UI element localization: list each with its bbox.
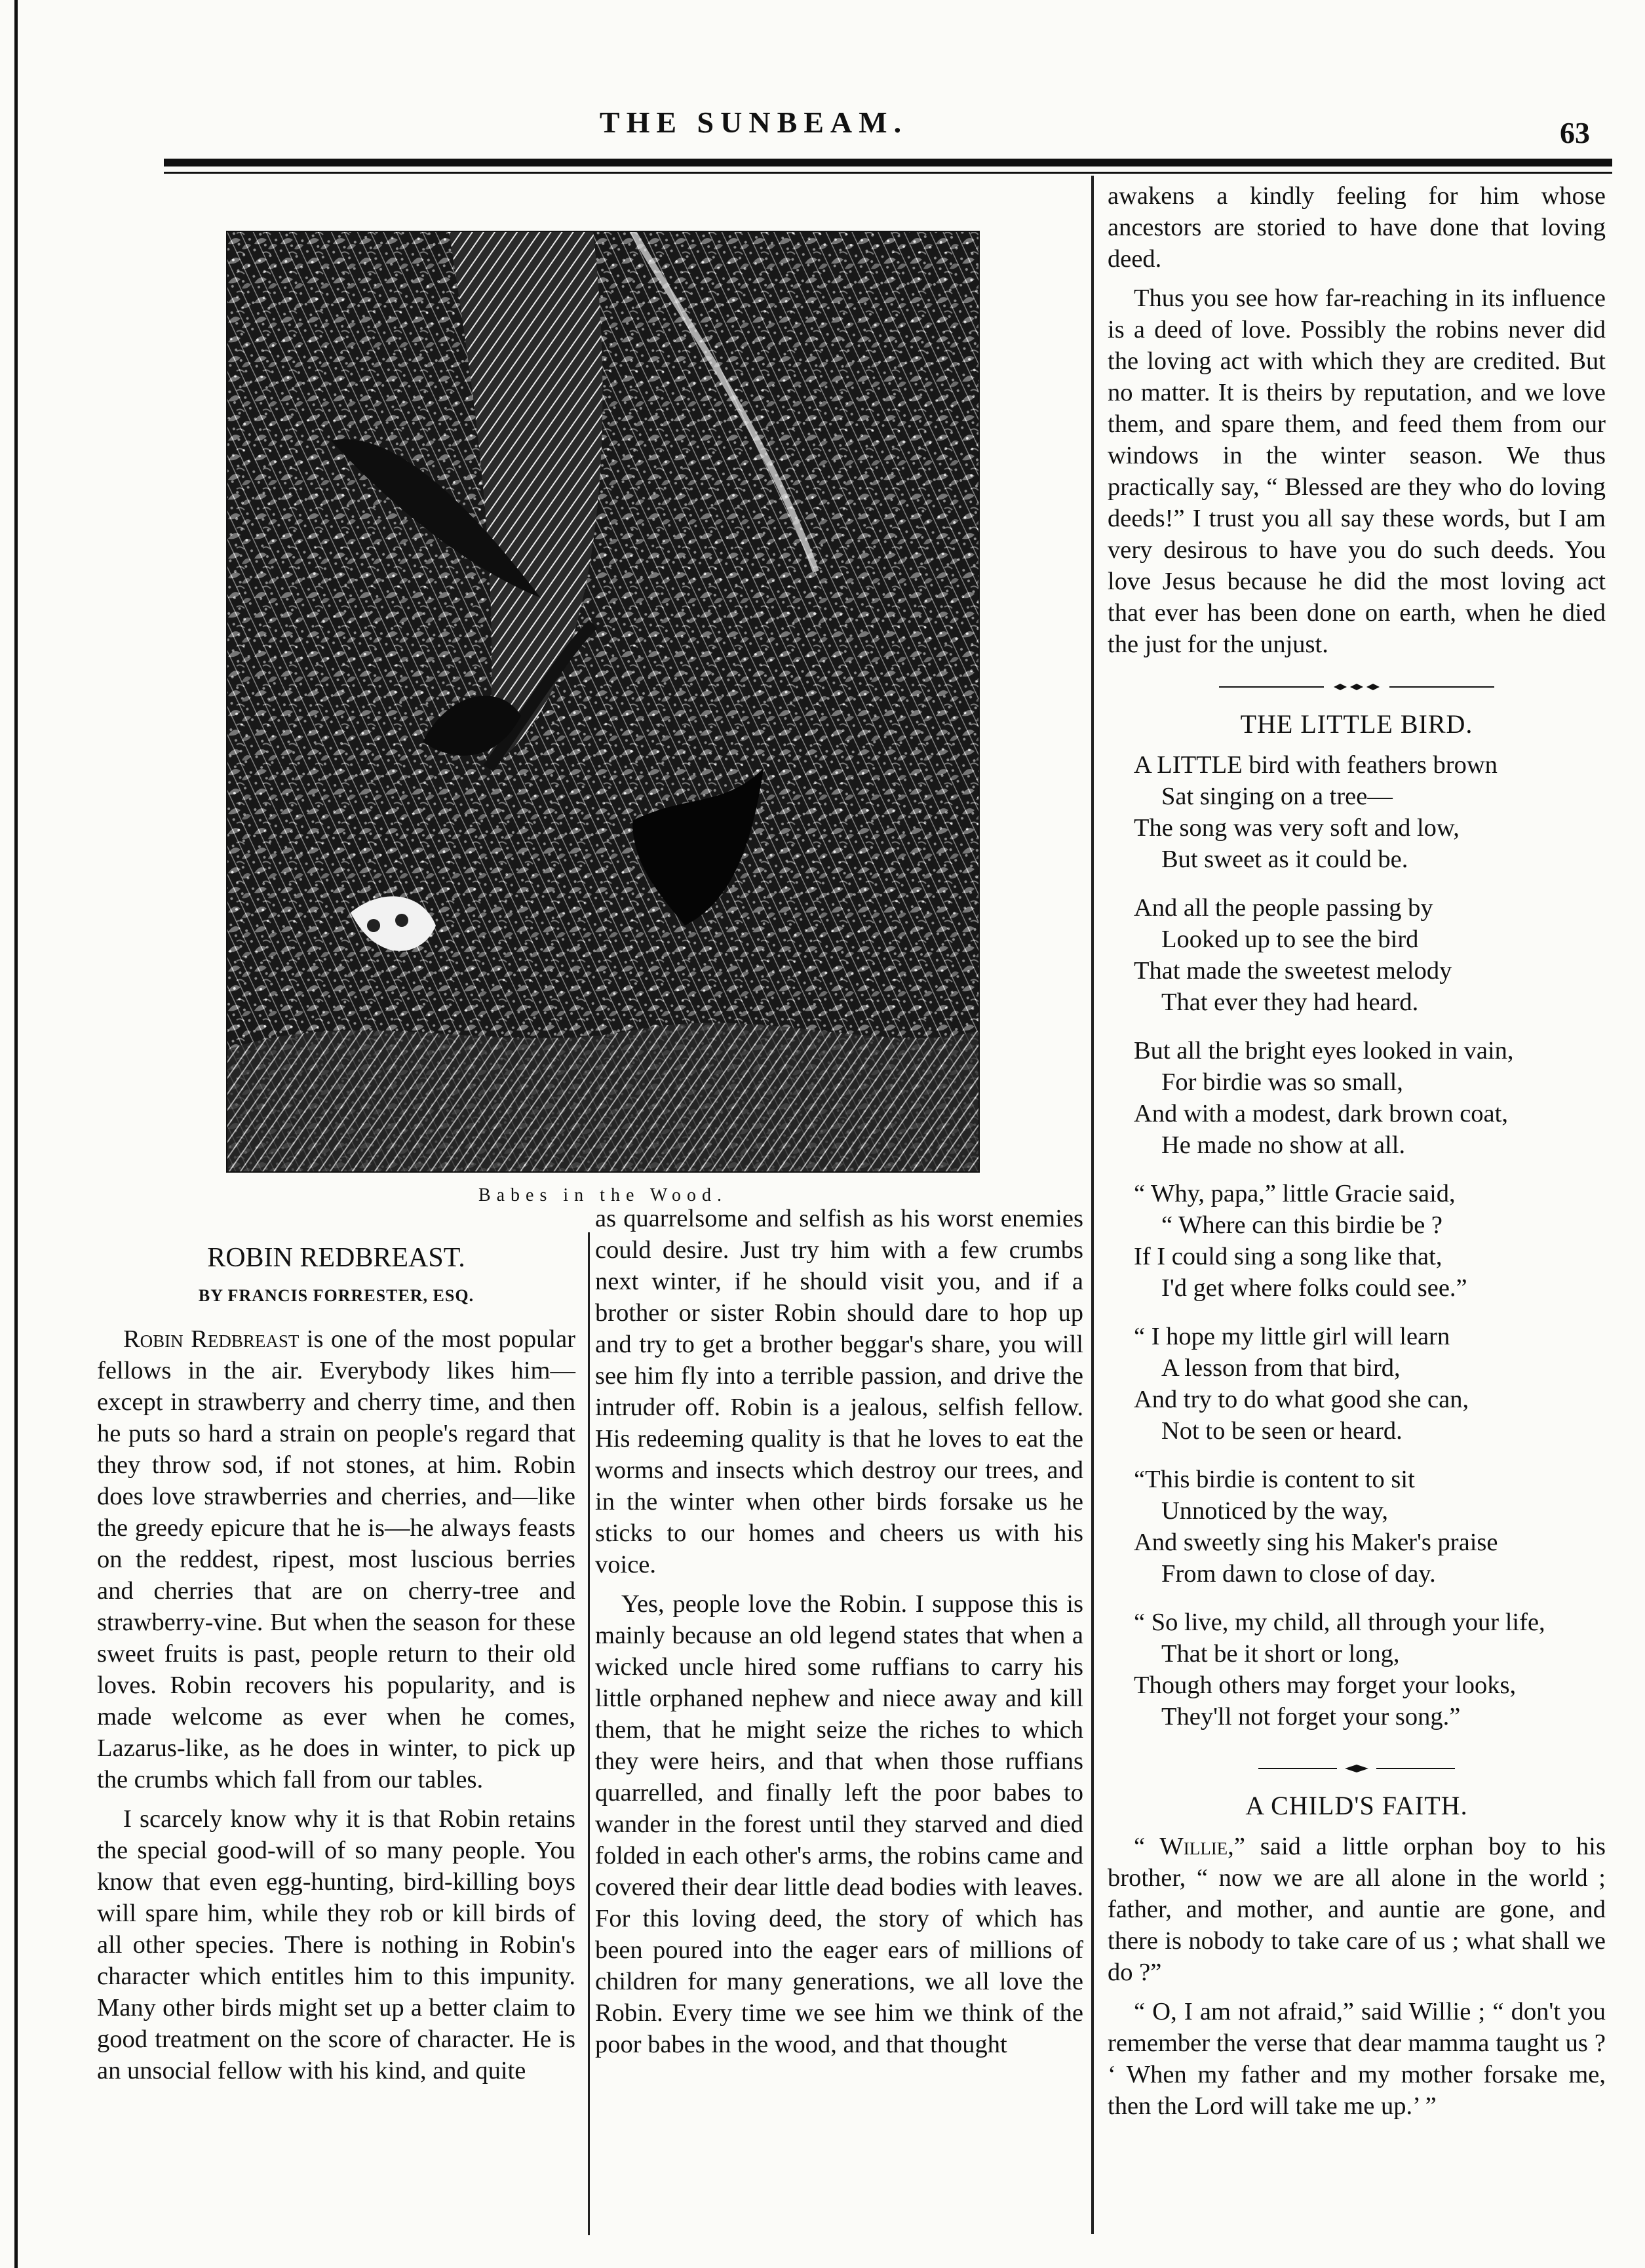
- section-ornament: [1108, 668, 1606, 699]
- poem-line: “ Where can this birdie be ?: [1161, 1211, 1443, 1239]
- poem-line: That ever they had heard.: [1161, 988, 1419, 1016]
- poem-stanza: [1134, 892, 1606, 1018]
- childs-faith-lead: “ Willie,: [1134, 1833, 1234, 1860]
- running-head: THE SUNBEAM.: [599, 106, 908, 139]
- robin-article-paragraph-1: [97, 1323, 575, 1795]
- illustration-caption: Babes in the Wood.: [478, 1185, 728, 1205]
- robin-article-paragraph-3: Yes, people love the Robin. I suppose this is mainly because an old legend states that when a wicked uncle hired some ruffians to carry his little orphaned nephew and niece away and kill them, that he might seize the riches to which they were heirs, and that when those ruffians quarrelled, and finally left the poor babes to wander in the forest until they starved and died folded in each other's arms, the robins came and covered their dear little dead bodies with leaves. For this loving deed, the story of which has been poured into the eager ears of millions of children for many generations, we all love the Robin. Every time we see him we think of the poor babes in the wood, and that thought: [595, 1590, 1083, 2058]
- poem-line: And all the people passing by: [1134, 894, 1433, 922]
- poem-line: And sweetly sing his Maker's praise: [1134, 1529, 1498, 1556]
- childs-faith-paragraph-2: “ O, I am not afraid,” said Willie ; “ don't you remember the verse that dear mamma taught us ? ‘ When my father and my mother forsake me, then the Lord will take me up.’ ”: [1108, 1998, 1606, 2120]
- poem-line: And try to do what good she can,: [1134, 1386, 1469, 1413]
- poem-line: “ So live, my child, all through your life,: [1134, 1609, 1545, 1636]
- childs-faith-paragraph-1: [1108, 1831, 1606, 1988]
- engraving-picture: [226, 231, 980, 1173]
- poem-line: Though others may forget your looks,: [1134, 1672, 1517, 1699]
- ornament-rule-icon: [1219, 682, 1494, 692]
- poem-stanza: [1134, 1607, 1606, 1732]
- poem-line: That be it short or long,: [1161, 1640, 1400, 1668]
- poem-line: He made no show at all.: [1161, 1131, 1406, 1159]
- poem-line: But all the bright eyes looked in vain,: [1134, 1037, 1514, 1065]
- right-column: [1108, 180, 1606, 2130]
- header-rule-thin: [164, 172, 1612, 174]
- paragraph-text: is one of the most popular fellows in the air. Everybody likes him—except in strawberry and cherry time, and then he puts so hard a strain on people's regard that they throw sod, if not stones, at him. Robin does love strawberries and cherries, and—like the greedy epicure that he is—he always feasts on the reddest, ripest, most luscious berries and cherries that are on cherry-tree and strawberry-vine. But when the season for these sweet fruits is past, people return to their old loves. Robin recovers his popularity, and is made welcome as ever when he comes, Lazarus-like, as he does in winter, to pick up the crumbs which fall from our tables.: [97, 1325, 575, 1793]
- poem-line: “ Why, papa,” little Gracie said,: [1134, 1180, 1456, 1207]
- header-rule-thick: [164, 159, 1612, 166]
- poem-line: That made the sweetest melody: [1134, 957, 1452, 985]
- poem-line: From dawn to close of day.: [1161, 1560, 1436, 1588]
- poem-line: The song was very soft and low,: [1134, 814, 1460, 842]
- column-divider-right: [1091, 176, 1094, 2234]
- poem-stanza: [1134, 749, 1606, 875]
- poem-title: THE LITTLE BIRD.: [1240, 709, 1473, 739]
- poem-line: I'd get where folks could see.”: [1161, 1274, 1467, 1302]
- paragraph-text: ” said a little orphan boy to his brother, “ now we are all alone in the world ; father, and mother, and auntie are gone, and there is nobody to take care of us ; what shall we do ?”: [1108, 1833, 1606, 1986]
- page-number: 63: [1560, 116, 1590, 149]
- robin-article-title: ROBIN REDBREAST.: [207, 1243, 465, 1273]
- robin-article-paragraph-2: I scarcely know why it is that Robin retains the special good-will of so many people. You know that even egg-hunting, bird-killing boys will spare him, while they rob or kill birds of all other species. There is nothing in Robin's character which entitles him to this impunity. Many other birds might set up a better claim to good treatment on the score of character. He is an unsocial fellow with his kind, and quite: [97, 1805, 575, 2084]
- poem-line: “This birdie is content to sit: [1134, 1466, 1415, 1493]
- column-divider-lower: [588, 1232, 590, 2235]
- poem-stanza: [1134, 1321, 1606, 1447]
- poem-line: But sweet as it could be.: [1161, 846, 1408, 873]
- ornament-rule-icon: [1258, 1764, 1455, 1773]
- babes-in-wood-engraving: [226, 231, 980, 1173]
- robin-article-column-1: [97, 1242, 575, 2094]
- robin-article-paragraph-4: Thus you see how far-reaching in its influence is a deed of love. Possibly the robins never did the loving act with which they are credited. But no matter. It is theirs by reputation, and we love them, and spare them, and feed them from our windows in the winter season. We thus practically say, “ Blessed are they who do loving deeds!” I trust you all say these words, but I am very desirous to have you do such deeds. You love Jesus because he did the most loving act that ever has been done on earth, when he died the just for the unjust.: [1108, 284, 1606, 658]
- poem-line: Looked up to see the bird: [1161, 926, 1419, 953]
- poem-line: Sat singing on a tree—: [1161, 783, 1393, 810]
- poem-line: A LITTLE bird with feathers brown: [1134, 751, 1498, 779]
- poem-line: Not to be seen or heard.: [1161, 1417, 1403, 1445]
- poem-line: And with a modest, dark brown coat,: [1134, 1100, 1508, 1127]
- childs-faith-title: A CHILD'S FAITH.: [1245, 1791, 1468, 1820]
- poem-little-bird: [1108, 749, 1606, 1732]
- robin-article-column-2: [595, 1203, 1083, 2068]
- poem-stanza: [1134, 1178, 1606, 1304]
- poem-line: For birdie was so small,: [1161, 1068, 1403, 1096]
- section-ornament: [1108, 1750, 1606, 1781]
- robin-article-byline: BY FRANCIS FORRESTER, ESQ.: [198, 1286, 474, 1305]
- page-edge-rule: [14, 0, 18, 2268]
- poem-stanza: [1134, 1035, 1606, 1161]
- poem-stanza: [1134, 1464, 1606, 1590]
- poem-line: If I could sing a song like that,: [1134, 1243, 1442, 1270]
- robin-article-paragraph-3-continued: awakens a kindly feeling for him whose ancestors are storied to have done that loving deed.: [1108, 182, 1606, 273]
- poem-line: A lesson from that bird,: [1161, 1354, 1401, 1382]
- opening-lead: Robin Redbreast: [123, 1325, 300, 1353]
- robin-article-paragraph-2-continued: as quarrelsome and selfish as his worst enemies could desire. Just try him with a few crumbs next winter, if he should visit you, and if a brother or sister Robin should dare to hop up and try to get a brother beggar's share, you will see him fly into a terrible passion, and drive the intruder off. Robin is a jealous, selfish fellow. His redeeming quality is that he loves to eat the worms and insects which destroy our trees, and in the winter when other birds forsake us he sticks to our homes and cheers us with his voice.: [595, 1205, 1083, 1578]
- poem-line: They'll not forget your song.”: [1161, 1703, 1461, 1730]
- poem-line: “ I hope my little girl will learn: [1134, 1323, 1450, 1350]
- poem-line: Unnoticed by the way,: [1161, 1497, 1389, 1525]
